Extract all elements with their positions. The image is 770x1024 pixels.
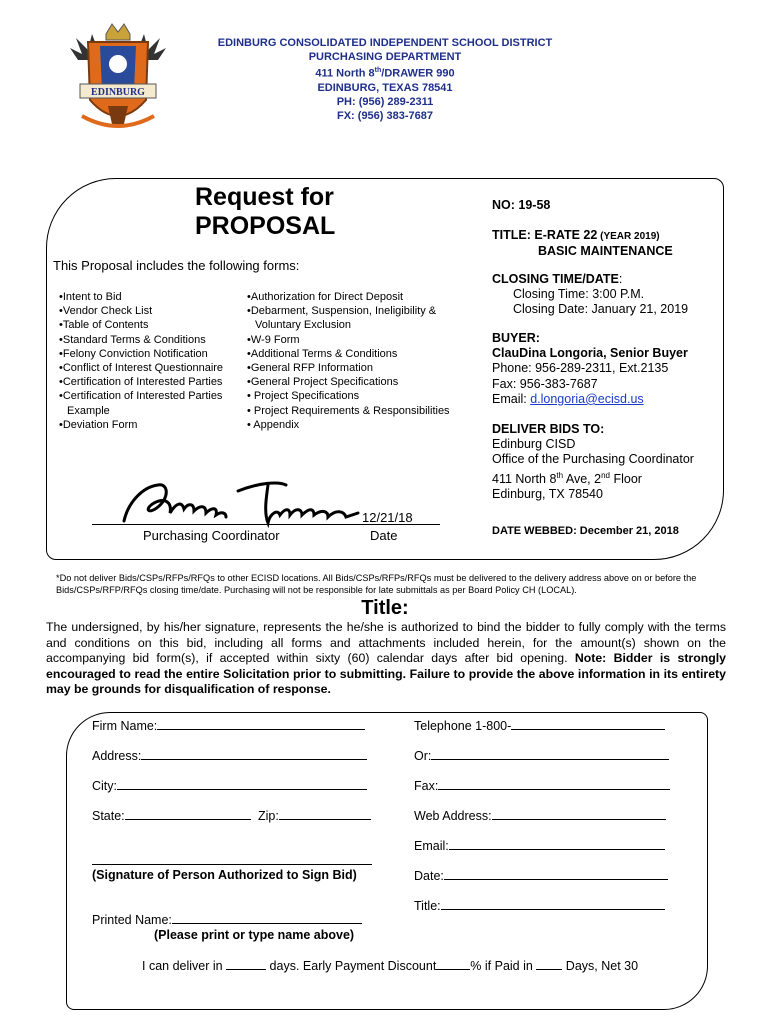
department-name: PURCHASING DEPARTMENT <box>308 51 462 63</box>
printed-name-field[interactable]: Printed Name: <box>92 912 362 927</box>
list-item: • Certification of Interested Parties <box>59 375 223 389</box>
district-address: 411 North 8th/DRAWER 990 <box>315 67 455 80</box>
district-header <box>170 36 600 123</box>
list-item-continued: Voluntary Exclusion <box>255 319 351 332</box>
district-name: EDINBURG CONSOLIDATED INDEPENDENT SCHOOL DISTRICT <box>217 37 553 49</box>
buyer-phone: Phone: 956-289-2311, Ext.2135 <box>492 361 669 376</box>
forms-list-right <box>247 290 450 432</box>
delivery-terms-line[interactable]: I can deliver in days. Early Payment Discount % if Paid in Days, Net 30 <box>142 959 639 973</box>
delivery-notice: *Do not deliver Bids/CSPs/RFPs/RFQs to other ECISD locations. All Bids/CSPs/RFPs/RFQs must be delivered to the delivery address above on or before the Bids/CSPs/RFP/RFQs closing time/date. Purchasing will not be responsible for late submittals as per Board Policy CH (LOCAL). <box>56 573 697 595</box>
printed-name-note: (Please print or type name above) <box>154 928 355 942</box>
list-item: • W-9 Form <box>247 333 450 347</box>
list-item: • Deviation Form <box>59 418 223 432</box>
district-phone: PH: (956) 289-2311 <box>336 95 434 108</box>
buyer-name: ClauDina Longoria, Senior Buyer <box>492 346 688 361</box>
list-item: • Appendix <box>247 418 450 432</box>
buyer-block: BUYER: ClauDina Longoria, Senior Buyer Phone: 956-289-2311, Ext.2135 Fax: 956-383-7687 Email: d.longoria@ecisd.us <box>492 331 688 406</box>
telephone-field[interactable]: Telephone 1-800- <box>414 718 665 733</box>
city-field[interactable]: City: <box>92 778 367 793</box>
zip-field[interactable]: Zip: <box>258 808 371 823</box>
fax-field[interactable]: Fax: <box>414 778 670 793</box>
list-item: • Vendor Check List <box>59 304 223 318</box>
purchasing-coordinator-label: Purchasing Coordinator <box>143 528 280 543</box>
district-city: EDINBURG, TEXAS 78541 <box>317 81 453 94</box>
list-item: • Certification of Interested Parties <box>59 389 223 403</box>
forms-intro: This Proposal includes the following forms: <box>53 258 300 273</box>
web-address-field[interactable]: Web Address: <box>414 808 666 823</box>
signature-line <box>92 524 440 525</box>
rfp-title: Request for PROPOSAL <box>195 183 336 240</box>
list-item: • Standard Terms & Conditions <box>59 333 223 347</box>
state-field[interactable]: State: <box>92 808 251 823</box>
list-item: • Debarment, Suspension, Ineligibility & <box>247 304 450 318</box>
list-item: • Table of Contents <box>59 318 223 332</box>
title-field[interactable]: Title: <box>414 898 665 913</box>
address-field[interactable]: Address: <box>92 748 367 763</box>
date-label: Date <box>370 528 398 543</box>
district-fax: FX: (956) 383-7687 <box>337 109 433 122</box>
closing-block: CLOSING TIME/DATE: Closing Time: 3:00 P.M. Closing Date: January 21, 2019 <box>492 272 689 317</box>
signature-field-label: (Signature of Person Authorized to Sign Bid) <box>92 868 357 882</box>
certification-paragraph: The undersigned, by his/her signature, represents the he/she is authorized to bind the bidder to fully comply with the terms and conditions on this bid, including all forms and attachments included herein, for the amount(s) shown on the accompanying bid form(s), if accepted within sixty (60) calendar days after bid opening. Note: Bidder is strongly encouraged to read the entire Solicitation prior to submitting. Failure to provide the above information in its entirety may be grounds for disqualification of response. <box>46 620 726 696</box>
forms-list-left <box>59 290 223 432</box>
buyer-fax: Fax: 956-383-7687 <box>492 376 598 391</box>
date-field[interactable]: Date: <box>414 868 668 883</box>
signature-date: 12/21/18 <box>362 510 413 525</box>
list-item: • Intent to Bid <box>59 290 223 304</box>
signature-field-line[interactable] <box>92 864 372 865</box>
list-item: • Authorization for Direct Deposit <box>247 290 450 304</box>
list-item: • General Project Specifications <box>247 375 450 389</box>
list-item: • Felony Conviction Notification <box>59 347 223 361</box>
district-crest-logo <box>68 20 168 136</box>
deliver-block: DELIVER BIDS TO: Edinburg CISD Office of the Purchasing Coordinator 411 North 8th Ave, 2nd Floor Edinburg, TX 78540 <box>492 422 694 501</box>
list-item: • Project Requirements & Responsibilities <box>247 404 450 418</box>
handwritten-signature <box>118 473 368 529</box>
list-item: • Project Specifications <box>247 389 450 403</box>
vendor-certification-title: Title: <box>361 597 409 619</box>
rfp-number: NO: 19-58 <box>492 198 551 212</box>
closing-time: Closing Time: 3:00 P.M. <box>513 287 645 302</box>
list-item-continued: Example <box>67 404 110 417</box>
date-webbed: DATE WEBBED: December 21, 2018 <box>492 525 679 537</box>
list-item: • Additional Terms & Conditions <box>247 347 450 361</box>
rfp-title-block: TITLE: E-RATE 22 (YEAR 2019) BASIC MAINTENANCE <box>492 228 673 259</box>
closing-date: Closing Date: January 21, 2019 <box>513 302 689 317</box>
or-phone-field[interactable]: Or: <box>414 748 669 763</box>
list-item: • Conflict of Interest Questionnaire <box>59 361 223 375</box>
list-item: • General RFP Information <box>247 361 450 375</box>
crest-text: EDINBURG <box>91 87 145 98</box>
firm-name-field[interactable]: Firm Name: <box>92 718 365 733</box>
buyer-email-link[interactable]: d.longoria@ecisd.us <box>530 391 644 406</box>
email-field[interactable]: Email: <box>414 838 665 853</box>
